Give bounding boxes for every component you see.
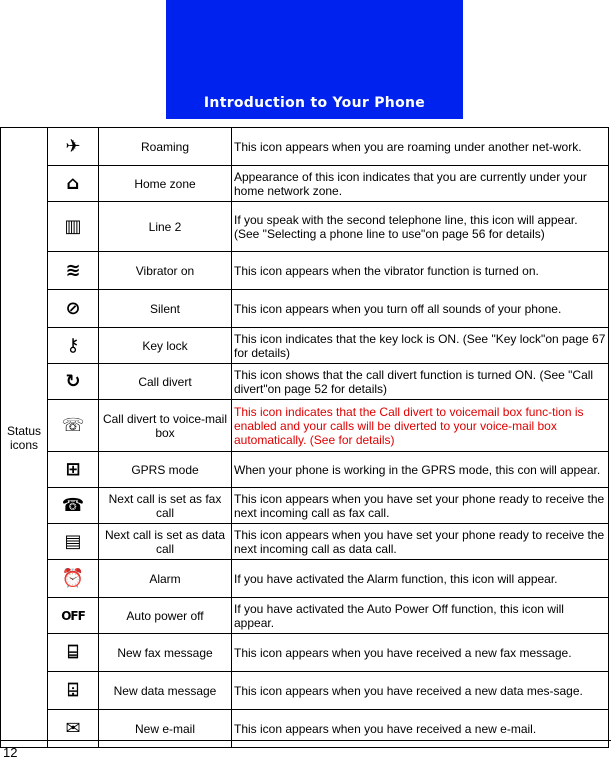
- icon-name: New fax message: [99, 634, 232, 672]
- icon-cell: [48, 710, 99, 748]
- icon-description: If you speak with the second telephone line, this icon will appear. (See "Selecting a phone line to use"on page 56 for details): [232, 202, 609, 252]
- new-fax-message-icon: ⌸: [67, 641, 79, 663]
- key-lock-icon: ⚷: [66, 334, 80, 356]
- table-row: [1, 634, 609, 672]
- icon-cell: [48, 202, 99, 252]
- section-title: Introduction to Your Phone: [203, 95, 426, 111]
- icon-name: Auto power off: [99, 598, 232, 634]
- table-row: [1, 452, 609, 488]
- icon-name: Silent: [99, 290, 232, 328]
- silent-icon: ⊘: [65, 297, 81, 319]
- icon-cell: [48, 672, 99, 710]
- new-email-icon: ✉: [65, 717, 81, 739]
- icon-description: This icon appears when you are roaming under another net-work.: [232, 128, 609, 166]
- icon-cell: [48, 290, 99, 328]
- icon-description: This icon appears when you have received a new e-mail.: [232, 710, 609, 748]
- icon-description: When your phone is working in the GPRS mode, this con will appear.: [232, 452, 609, 488]
- call-divert-icon: ↻: [65, 370, 81, 392]
- icon-cell: [48, 166, 99, 202]
- icon-cell: [48, 328, 99, 364]
- page-number: 12: [3, 745, 18, 760]
- table-row: [1, 710, 609, 748]
- group-label: Status icons: [1, 128, 48, 748]
- icon-cell: [48, 452, 99, 488]
- home-zone-icon: ⌂: [66, 172, 80, 194]
- icon-description: This icon appears when you turn off all sounds of your phone.: [232, 290, 609, 328]
- status-icons-table: [0, 127, 609, 748]
- icon-description: This icon appears when you have set your phone ready to receive the next incoming call as fax call.: [232, 488, 609, 524]
- table-row: [1, 400, 609, 452]
- icon-cell: [48, 364, 99, 400]
- table-row: [1, 328, 609, 364]
- icon-cell: [48, 598, 99, 634]
- icon-name: Line 2: [99, 202, 232, 252]
- table-row: [1, 560, 609, 598]
- gprs-mode-icon: ⊞: [65, 458, 81, 480]
- new-data-message-icon: ⌹: [67, 679, 79, 701]
- icon-description: This icon appears when you have received a new data mes-sage.: [232, 672, 609, 710]
- icon-description: If you have activated the Alarm function, this icon will appear.: [232, 560, 609, 598]
- table-row: [1, 524, 609, 560]
- vibrator-icon: ≋: [65, 259, 81, 281]
- icon-description: This icon indicates that the key lock is ON. (See "Key lock"on page 67 for details): [232, 328, 609, 364]
- icon-cell: [48, 252, 99, 290]
- icon-description: This icon appears when you have received a new fax message.: [232, 634, 609, 672]
- table-row: [1, 252, 609, 290]
- icon-description: If you have activated the Auto Power Off function, this icon will appear.: [232, 598, 609, 634]
- icon-cell: [48, 524, 99, 560]
- icon-name: Home zone: [99, 166, 232, 202]
- icon-name: Vibrator on: [99, 252, 232, 290]
- icon-cell: [48, 400, 99, 452]
- auto-power-off-icon: OFF: [61, 608, 85, 623]
- table-row: [1, 364, 609, 400]
- icon-description: This icon indicates that the Call divert to voicemail box func-tion is enabled and your calls will be diverted to your voice-mail box automatically. (See for details): [232, 400, 609, 452]
- icon-cell: [48, 488, 99, 524]
- icon-description: This icon shows that the call divert function is turned ON. (See "Call divert"on page 52 for details): [232, 364, 609, 400]
- section-banner: [166, 0, 463, 119]
- icon-name: Call divert to voice-mail box: [99, 400, 232, 452]
- icon-cell: [48, 560, 99, 598]
- table-row: [1, 290, 609, 328]
- table-row: [1, 202, 609, 252]
- footer-divider: [0, 740, 611, 741]
- table-row: [1, 128, 609, 166]
- icon-name: Alarm: [99, 560, 232, 598]
- icon-name: GPRS mode: [99, 452, 232, 488]
- fax-call-icon: ☎: [61, 494, 85, 516]
- call-divert-voicemail-icon: ☏: [61, 414, 85, 436]
- line-2-icon: ▥: [64, 215, 82, 237]
- icon-name: New e-mail: [99, 710, 232, 748]
- icon-name: Key lock: [99, 328, 232, 364]
- alarm-icon: ⏰: [61, 567, 85, 589]
- icon-description: Appearance of this icon indicates that you are currently under your home network zone.: [232, 166, 609, 202]
- icon-name: Roaming: [99, 128, 232, 166]
- icon-name: New data message: [99, 672, 232, 710]
- table-row: [1, 672, 609, 710]
- icon-name: Call divert: [99, 364, 232, 400]
- icon-cell: [48, 128, 99, 166]
- icon-name: Next call is set as fax call: [99, 488, 232, 524]
- data-call-icon: ▤: [64, 530, 82, 552]
- roaming-icon: ✈: [65, 135, 81, 157]
- table-row: [1, 488, 609, 524]
- table-row: [1, 166, 609, 202]
- icon-description: This icon appears when you have set your phone ready to receive the next incoming call as data call.: [232, 524, 609, 560]
- icon-cell: [48, 634, 99, 672]
- table-row: [1, 598, 609, 634]
- icon-name: Next call is set as data call: [99, 524, 232, 560]
- icon-description: This icon appears when the vibrator function is turned on.: [232, 252, 609, 290]
